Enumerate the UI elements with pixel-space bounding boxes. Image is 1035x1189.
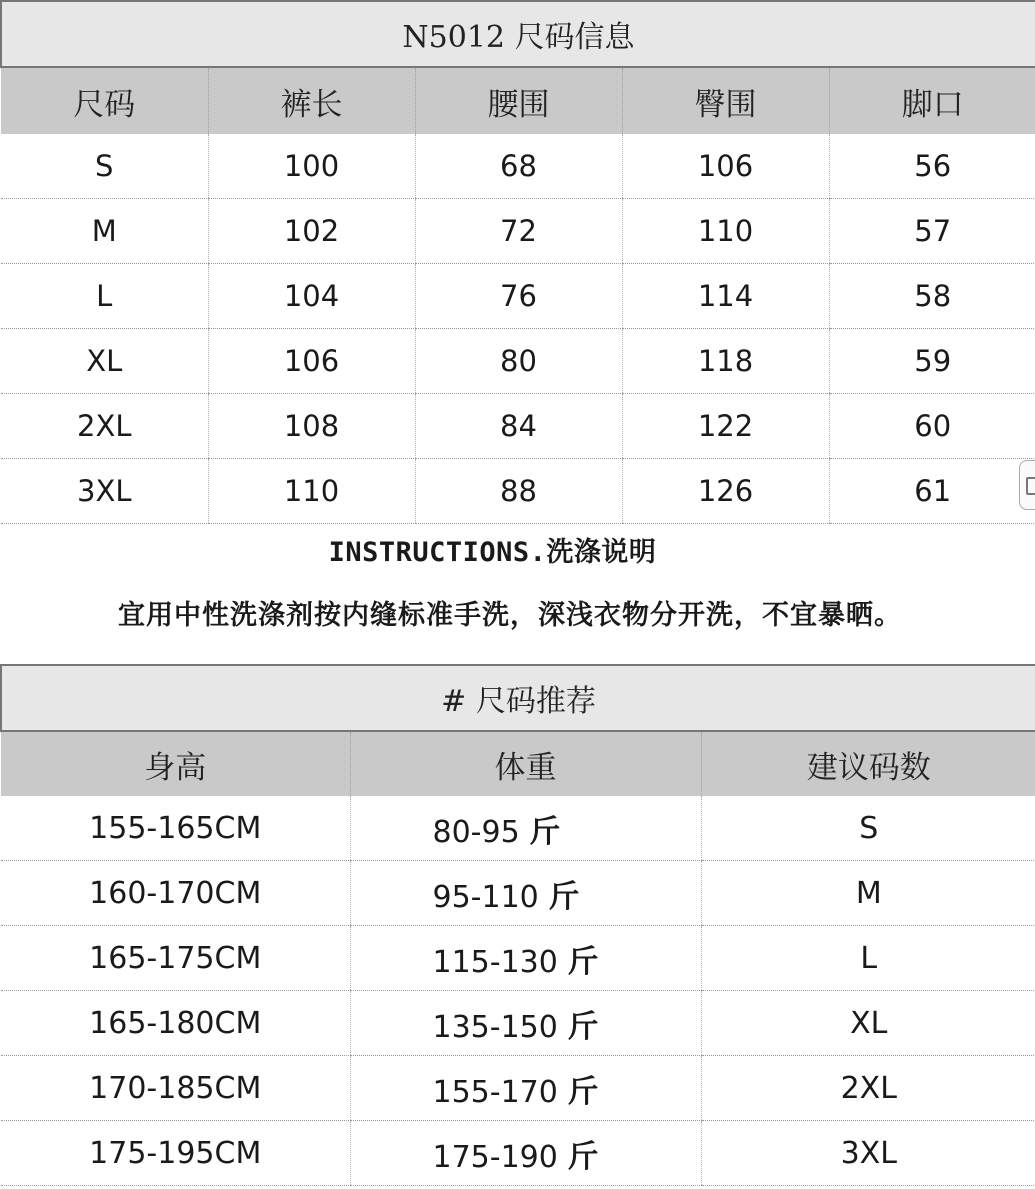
table-cell: 3XL: [1, 459, 208, 524]
table-cell: 60: [829, 394, 1035, 459]
table-cell: 108: [208, 394, 415, 459]
weight-unit: 斤: [567, 1138, 599, 1175]
size-cell: 2XL: [701, 1056, 1035, 1121]
size-cell: 3XL: [701, 1121, 1035, 1186]
instructions-text: 宜用中性洗涤剂按内缝标准手洗，深浅衣物分开洗，不宜暴晒。: [118, 600, 902, 631]
table-cell: 72: [415, 199, 622, 264]
weight-value: 80-95: [432, 814, 520, 850]
height-cell: 165-180CM: [1, 991, 350, 1056]
table-row: [1, 199, 1035, 264]
table-cell: 57: [829, 199, 1035, 264]
table-cell: 104: [208, 264, 415, 329]
height-cell: 155-165CM: [1, 796, 350, 861]
weight-unit: 斤: [567, 1073, 599, 1110]
table-cell: 106: [622, 134, 829, 199]
table-cell: XL: [1, 329, 208, 394]
table-row: [1, 1121, 1035, 1186]
weight-unit: 斤: [548, 878, 580, 915]
table-cell: 76: [415, 264, 622, 329]
table-cell: 2XL: [1, 394, 208, 459]
table-cell: 100: [208, 134, 415, 199]
table-cell: M: [1, 199, 208, 264]
table-row: [1, 394, 1035, 459]
height-cell: 165-175CM: [1, 926, 350, 991]
height-cell: 175-195CM: [1, 1121, 350, 1186]
weight-cell: [350, 861, 701, 926]
instructions-title: INSTRUCTIONS.洗涤说明: [328, 537, 657, 568]
table-row: [1, 796, 1035, 861]
table-cell: 110: [208, 459, 415, 524]
size-recommend-table: [0, 664, 1035, 1186]
side-tab-handle[interactable]: [1019, 460, 1035, 510]
table-row: [1, 1056, 1035, 1121]
table-cell: 61: [829, 459, 1035, 524]
size-cell: S: [701, 796, 1035, 861]
header-size: 尺码: [1, 67, 208, 134]
weight-value: 175-190: [432, 1139, 558, 1175]
weight-value: 115-130: [432, 944, 558, 980]
header-pants-length: 裤长: [208, 67, 415, 134]
weight-unit: 斤: [529, 813, 561, 850]
weight-cell: [350, 926, 701, 991]
recommend-title: # 尺码推荐: [1, 665, 1035, 731]
table-row: [1, 459, 1035, 524]
table-cell: 106: [208, 329, 415, 394]
header-height: 身高: [1, 731, 350, 796]
weight-value: 95-110: [432, 879, 539, 915]
table-cell: 59: [829, 329, 1035, 394]
table-cell: 122: [622, 394, 829, 459]
height-cell: 160-170CM: [1, 861, 350, 926]
table-cell: 118: [622, 329, 829, 394]
size-info-title: N5012 尺码信息: [1, 1, 1035, 67]
table-row: [1, 991, 1035, 1056]
table-cell: 56: [829, 134, 1035, 199]
table-row: [1, 134, 1035, 199]
size-info-table: [0, 0, 1035, 524]
table-cell: 84: [415, 394, 622, 459]
table-cell: 88: [415, 459, 622, 524]
size-cell: M: [701, 861, 1035, 926]
header-hip: 臀围: [622, 67, 829, 134]
table-cell: 126: [622, 459, 829, 524]
weight-value: 155-170: [432, 1074, 558, 1110]
weight-cell: [350, 796, 701, 861]
weight-unit: 斤: [567, 1008, 599, 1045]
table-cell: L: [1, 264, 208, 329]
table-cell: S: [1, 134, 208, 199]
table-cell: 102: [208, 199, 415, 264]
table-row: [1, 861, 1035, 926]
weight-unit: 斤: [567, 943, 599, 980]
table-cell: 68: [415, 134, 622, 199]
table-row: [1, 329, 1035, 394]
weight-cell: [350, 1121, 701, 1186]
weight-cell: [350, 1056, 701, 1121]
table-row: [1, 264, 1035, 329]
table-cell: 80: [415, 329, 622, 394]
table-cell: 58: [829, 264, 1035, 329]
header-waist: 腰围: [415, 67, 622, 134]
table-row: [1, 926, 1035, 991]
header-leg-opening: 脚口: [829, 67, 1035, 134]
header-suggested-size: 建议码数: [701, 731, 1035, 796]
table-cell: 114: [622, 264, 829, 329]
header-weight: 体重: [350, 731, 701, 796]
weight-cell: [350, 991, 701, 1056]
weight-value: 135-150: [432, 1009, 558, 1045]
size-cell: XL: [701, 991, 1035, 1056]
copy-icon: [1026, 477, 1035, 495]
table-cell: 110: [622, 199, 829, 264]
size-cell: L: [701, 926, 1035, 991]
height-cell: 170-185CM: [1, 1056, 350, 1121]
